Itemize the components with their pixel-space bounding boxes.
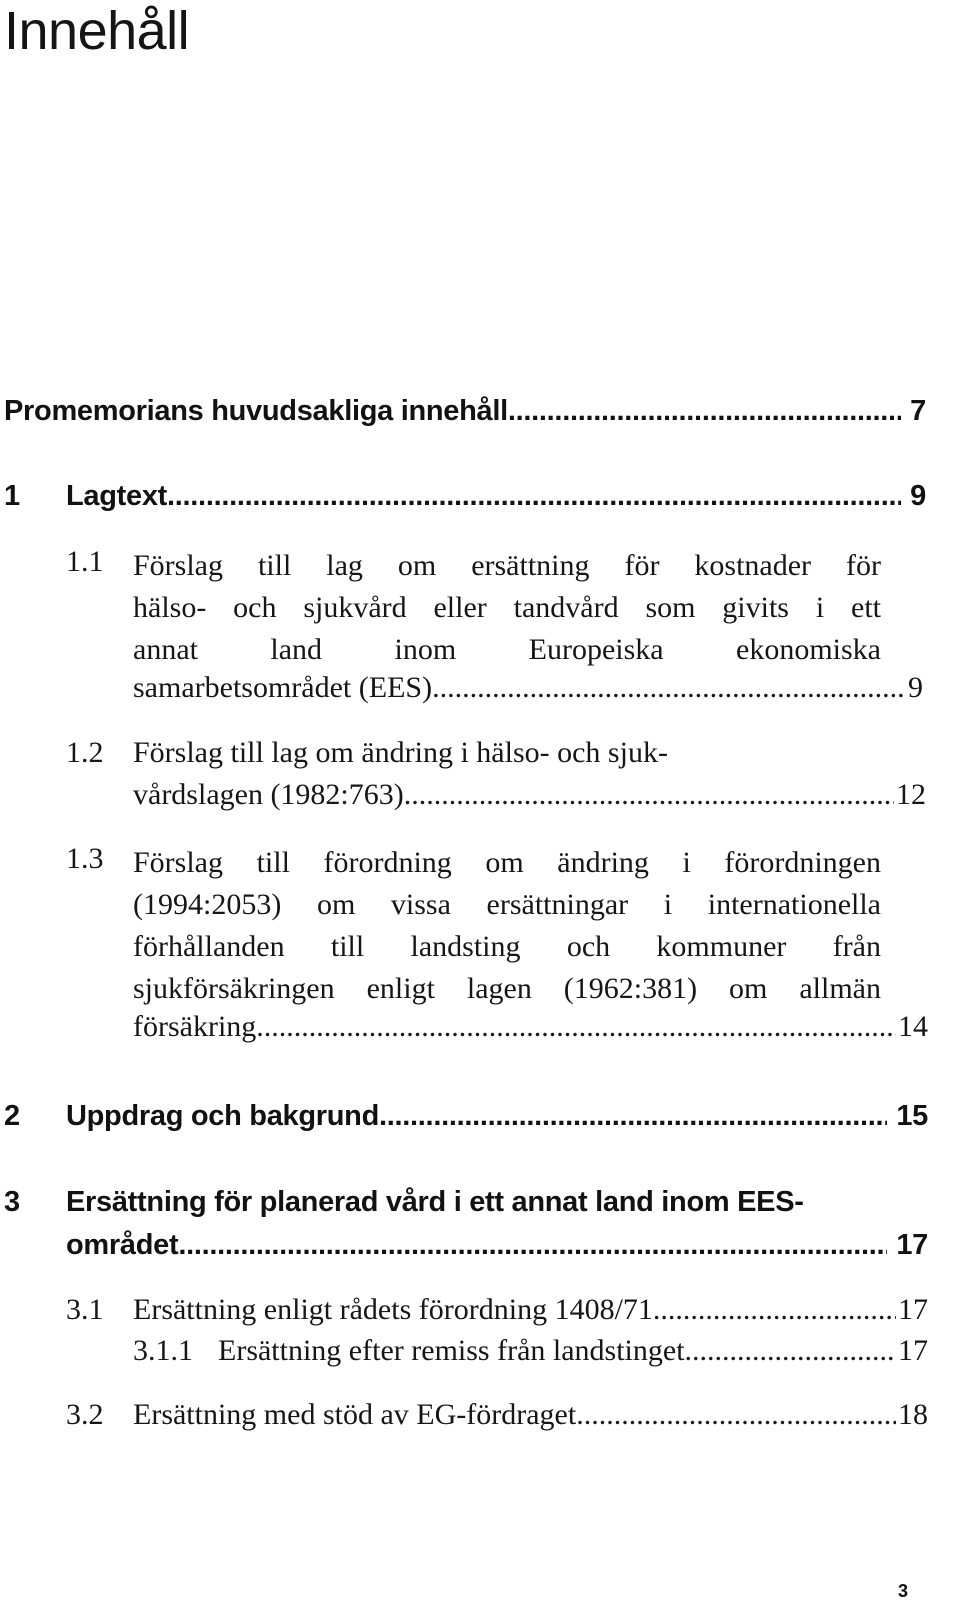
toc-leader-dots [167, 480, 901, 513]
toc-leader-dots [508, 395, 901, 428]
toc-page-number: 7 [910, 395, 926, 427]
page-title: Innehåll [4, 1, 190, 61]
toc-page-number: 9 [908, 671, 923, 704]
toc-entry-3-2[interactable] [133, 1398, 928, 1432]
toc-leader-dots [685, 1334, 896, 1368]
toc-entry-text[interactable]: hälso- och sjukvård eller tandvård som givits i ett [133, 591, 881, 624]
toc-entry-text[interactable]: Förslag till lag om ersättning för kostnader för [133, 549, 881, 582]
toc-entry-1-1[interactable] [133, 671, 923, 705]
toc-entry-label: Promemorians huvudsakliga innehåll [4, 395, 508, 427]
toc-chapter-number: 1 [4, 480, 20, 512]
toc-entry-1-2[interactable] [133, 778, 926, 812]
toc-subsection-number: 3.1.1 [133, 1334, 193, 1367]
toc-leader-dots [256, 1010, 896, 1044]
toc-entry-label: vårdslagen (1982:763) [133, 778, 404, 811]
toc-page-number: 9 [910, 480, 926, 512]
toc-leader-dots [404, 778, 894, 812]
toc-entry-text[interactable]: förhållanden till landsting och kommuner från [133, 930, 881, 963]
toc-entry-text[interactable]: annat land inom Europeiska ekonomiska [133, 633, 881, 666]
toc-entry-1-3[interactable] [133, 1010, 928, 1044]
toc-page-number: 18 [898, 1398, 928, 1431]
toc-entry-label: Uppdrag och bakgrund [66, 1100, 380, 1132]
toc-page-number: 17 [896, 1229, 928, 1261]
toc-section-number: 1.2 [66, 736, 104, 769]
toc-entry-label: Ersättning enligt rådets förordning 1408/71 [133, 1293, 653, 1326]
toc-entry-lagtext[interactable] [66, 480, 926, 513]
toc-entry-label: Lagtext [66, 480, 168, 512]
toc-entry-uppdrag[interactable] [66, 1100, 928, 1133]
toc-entry-label: Ersättning efter remiss från landstinget [218, 1334, 685, 1367]
toc-chapter-number: 3 [4, 1186, 20, 1218]
toc-leader-dots [379, 1100, 887, 1133]
toc-entry-label: Ersättning med stöd av EG-fördraget [133, 1398, 577, 1431]
toc-entry-label: försäkring [133, 1010, 257, 1043]
toc-leader-dots [576, 1398, 896, 1432]
toc-section-number: 3.2 [66, 1398, 104, 1431]
toc-entry-text[interactable]: (1994:2053) om vissa ersättningar i internationella [133, 888, 881, 921]
page-number: 3 [898, 1581, 909, 1601]
toc-entry-label: området [66, 1229, 179, 1261]
toc-leader-dots [178, 1229, 887, 1262]
toc-entry-text[interactable]: Ersättning för planerad vård i ett annat land inom EES- [66, 1186, 804, 1218]
toc-entry-summary[interactable] [4, 395, 926, 428]
toc-entry-text[interactable]: Förslag till förordning om ändring i förordningen [133, 846, 881, 879]
toc-page-number: 15 [896, 1100, 928, 1132]
toc-section-number: 1.3 [66, 842, 104, 875]
toc-section-number: 1.1 [66, 545, 104, 578]
toc-page-number: 17 [898, 1293, 928, 1326]
toc-section-number: 3.1 [66, 1293, 104, 1326]
toc-page-number: 12 [896, 778, 926, 811]
toc-entry-3-1-1[interactable] [218, 1334, 928, 1368]
toc-leader-dots [653, 1293, 896, 1327]
toc-entry-3-1[interactable] [133, 1293, 928, 1327]
toc-page-number: 17 [898, 1334, 928, 1367]
toc-entry-ersattning[interactable] [66, 1229, 928, 1262]
toc-entry-text[interactable]: Förslag till lag om ändring i hälso- och sjuk- [133, 736, 668, 769]
toc-page-number: 14 [898, 1010, 928, 1043]
toc-chapter-number: 2 [4, 1100, 20, 1132]
toc-entry-text[interactable]: sjukförsäkringen enligt lagen (1962:381) om allmän [133, 972, 881, 1005]
toc-entry-label: samarbetsområdet (EES) [133, 671, 433, 704]
toc-leader-dots [432, 671, 906, 705]
